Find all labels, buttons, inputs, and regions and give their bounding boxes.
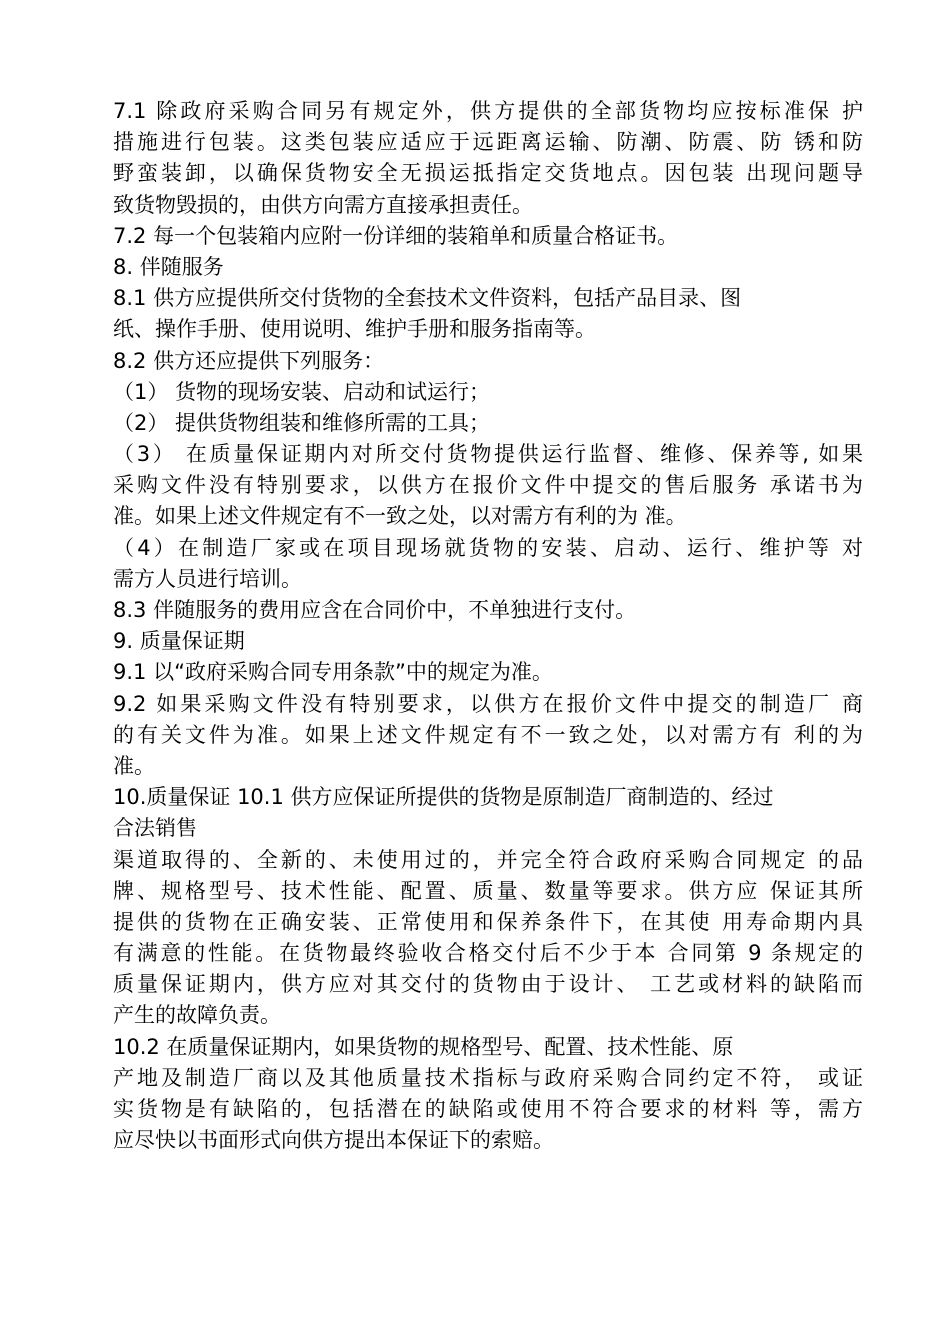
text-line: 纸、操作手册、使用说明、维护手册和服务指南等。 [113, 317, 596, 342]
text-line: 10.2 在质量保证期内，如果货物的规格型号、配置、技术性能、原 [113, 1034, 734, 1059]
text-line: 7.2 每一个包装箱内应附一份详细的装箱单和质量合格证书。 [113, 223, 679, 248]
text-line: 合法销售 [113, 816, 197, 841]
text-line: 致货物毁损的，由供方向需方直接承担责任。 [113, 192, 533, 217]
text-line: 9.2 如果采购文件没有特别要求，以供方在报价文件中提交的制造厂 商 [113, 691, 863, 716]
text-line: 措施进行包装。这类包装应适应于远距离运输、防潮、防震、防 锈和防 [113, 130, 863, 155]
text-line: 8.1 供方应提供所交付货物的全套技术文件资料，包括产品目录、图 [113, 286, 742, 311]
document-body [113, 96, 863, 1156]
text-line: （3） 在质量保证期内对所交付货物提供运行监督、维修、保养等, 如果 [113, 442, 863, 467]
text-line: 采购文件没有特别要求，以供方在报价文件中提交的售后服务 承诺书为 [113, 473, 863, 498]
text-line: 实货物是有缺陷的，包括潜在的缺陷或使用不符合要求的材料 等，需方 [113, 1097, 863, 1121]
text-line: 8.3 伴随服务的费用应含在合同价中，不单独进行支付。 [113, 598, 637, 622]
text-line: 的有关文件为准。如果上述文件规定有不一致之处，以对需方有 利的为 [113, 722, 863, 747]
text-line: 准。 [113, 753, 155, 778]
text-line: 牌、规格型号、技术性能、配置、质量、数量等要求。供方应 保证其所 [113, 878, 863, 903]
text-line: （1） 货物的现场安装、启动和试运行； [113, 379, 491, 404]
text-line: 8.2 供方还应提供下列服务： [113, 348, 385, 373]
text-line: 9. 质量保证期 [113, 629, 245, 654]
text-line: （4）在制造厂家或在项目现场就货物的安装、启动、运行、维护等 对 [113, 535, 863, 560]
text-line: 8. 伴随服务 [113, 254, 224, 279]
text-line: 准。如果上述文件规定有不一致之处，以对需方有利的为 准。 [113, 504, 687, 529]
text-line: 需方人员进行培训。 [113, 566, 302, 591]
text-line: 提供的货物在正确安装、正常使用和保养条件下，在其使 用寿命期内具 [113, 909, 863, 934]
text-line: 10.质量保证 10.1 供方应保证所提供的货物是原制造厂商制造的、经过 [113, 785, 774, 810]
text-line: 应尽快以书面形式向供方提出本保证下的索赔。 [113, 1128, 554, 1153]
text-line: 质量保证期内，供方应对其交付的货物由于设计、 工艺或材料的缺陷而 [113, 972, 863, 997]
text-line: 9.1 以“政府采购合同专用条款”中的规定为准。 [113, 660, 553, 685]
text-line: 7.1 除政府采购合同另有规定外，供方提供的全部货物均应按标准保 护 [113, 99, 863, 123]
text-line: 有满意的性能。在货物最终验收合格交付后不少于本 合同第 9 条规定的 [113, 941, 863, 966]
text-line: 野蛮装卸，以确保货物安全无损运抵指定交货地点。因包装 出现问题导 [113, 161, 863, 186]
text-line: 渠道取得的、全新的、未使用过的，并完全符合政府采购合同规定 的品 [113, 847, 863, 872]
text-line: 产生的故障负责。 [113, 1003, 281, 1028]
text-line: （2） 提供货物组装和维修所需的工具； [113, 410, 491, 435]
text-line: 产地及制造厂商以及其他质量技术指标与政府采购合同约定不符， 或证 [113, 1065, 863, 1090]
